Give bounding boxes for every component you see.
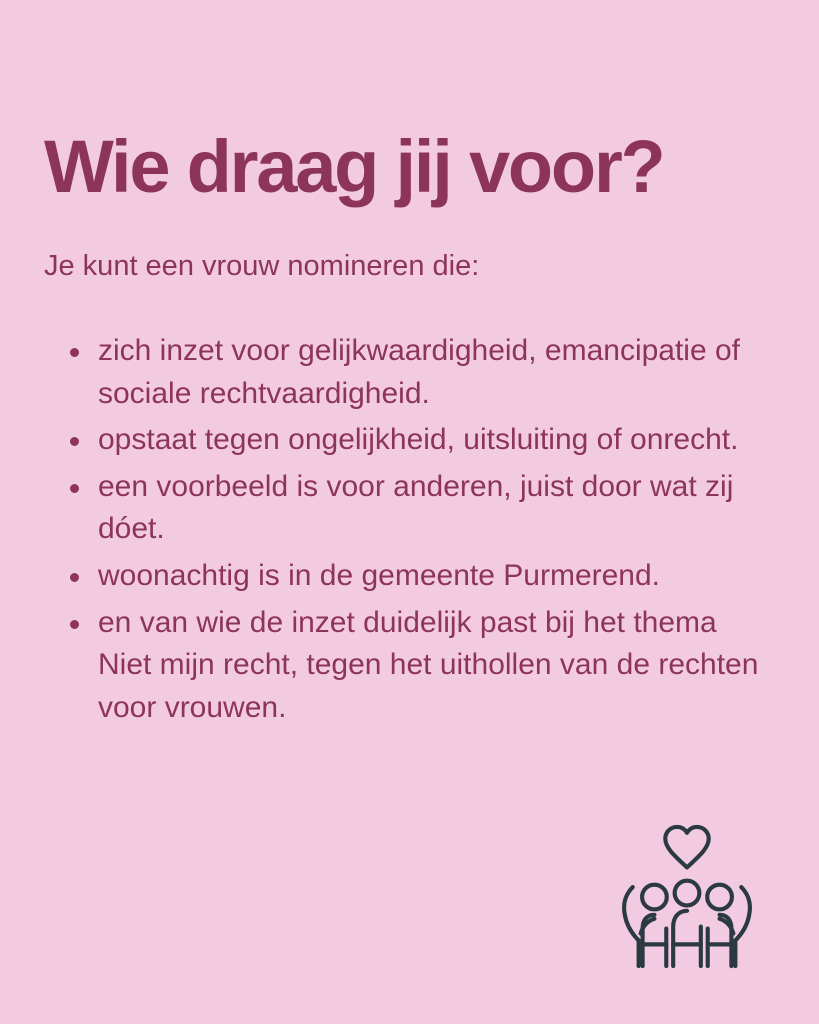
page-title: Wie draag jij voor? xyxy=(44,125,664,208)
list-item: een voorbeeld is voor anderen, juist door wat zij dóet. xyxy=(44,466,775,551)
list-item: zich inzet voor gelijkwaardigheid, emancipatie of sociale rechtvaardigheid. xyxy=(44,330,775,415)
subheading: Je kunt een vrouw nomineren die: xyxy=(44,249,480,282)
people-with-heart-icon-graphic xyxy=(603,822,771,972)
list-item: en van wie de inzet duidelijk past bij het thema Niet mijn recht, tegen het uithollen van de rechten voor vrouwen. xyxy=(44,602,775,730)
people-with-heart-icon xyxy=(603,822,771,972)
list-item: opstaat tegen ongelijkheid, uitsluiting of onrecht. xyxy=(44,419,775,462)
criteria-list xyxy=(44,330,775,729)
list-item: woonachtig is in de gemeente Purmerend. xyxy=(44,555,775,598)
